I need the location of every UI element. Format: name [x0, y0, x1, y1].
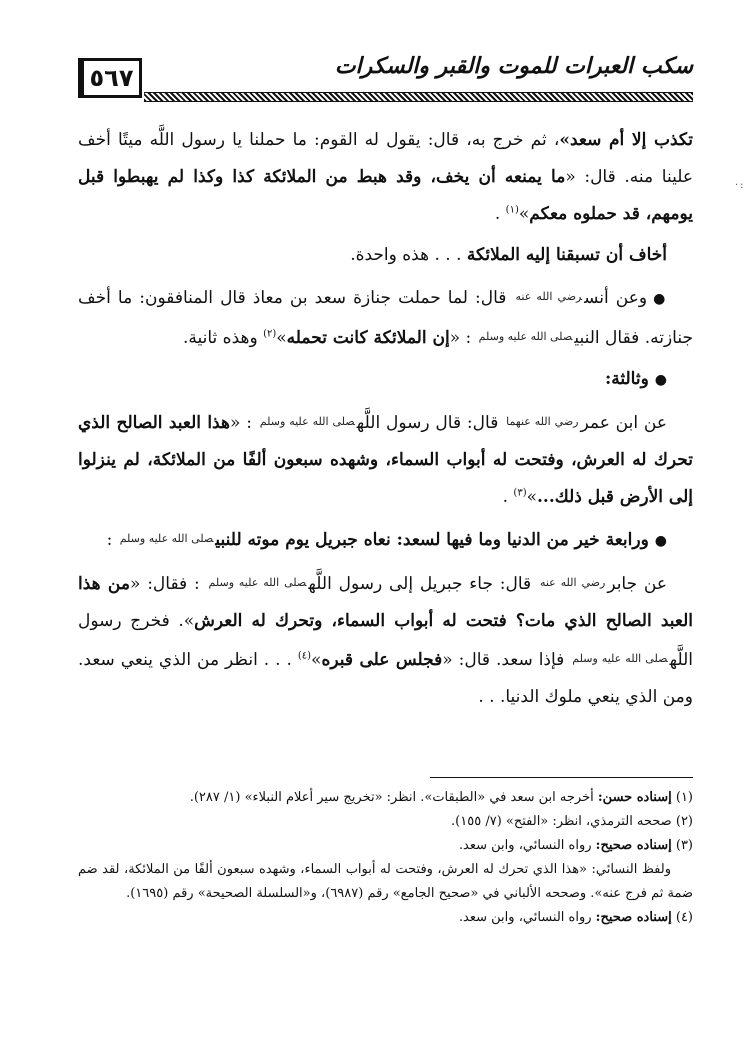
text: . . . هذه واحدة. — [350, 245, 467, 265]
page-number: ٥٦٧ — [89, 64, 134, 92]
text: . — [502, 487, 514, 507]
honorific-salla-icon: صلى الله عليه وسلم — [478, 330, 573, 343]
heading-bold: وثالثة: — [604, 369, 649, 389]
footnote-number: (٤) — [675, 910, 693, 925]
honorific-radiallah-icon: رضي الله عنه — [515, 290, 583, 303]
header-rule — [144, 92, 693, 102]
heading-bold: أخاف أن تسبقنا إليه الملائكة — [466, 245, 667, 265]
quote-bold: تكذب إلا أم سعد» — [559, 130, 694, 150]
footnote-4 — [78, 906, 693, 930]
text: فإذا سعد. قال: « — [442, 650, 571, 670]
text: » — [276, 328, 287, 348]
bullet-icon: ● — [654, 533, 667, 549]
footnote-grade: إسناده صحيح: — [595, 910, 672, 925]
page-header — [78, 52, 693, 106]
main-text — [78, 122, 693, 720]
footnote-ref-1[interactable]: (١) — [505, 204, 519, 216]
paragraph-5 — [78, 403, 693, 516]
heading-bold: ورابعة خير من الدنيا وما فيها لسعد: نعاه جبريل يوم موته للنبي — [215, 530, 649, 550]
text: : « — [449, 328, 477, 348]
bullet-icon: ● — [654, 372, 667, 388]
honorific-salla-icon: صلى الله عليه وسلم — [572, 652, 668, 665]
text: قال: قال رسول اللَّه — [356, 413, 505, 433]
paragraph-3 — [78, 278, 693, 357]
footnote-3-detail: ولفظ النسائي: «هذا الذي تحرك له العرش، وفتحت له أبواب السماء، وشهده سبعون ألفًا من الملائكة، لقد ضم ضمة ثم فرج عنه». وصححه الألباني في «صحيح الجامع» رقم (٦٩٨٧)، و«السلسلة الصحيحة» رقم (١٦٩٥). — [78, 862, 693, 901]
footnote-number: (١) — [675, 790, 693, 805]
paragraph-7 — [78, 564, 693, 716]
footnote-divider — [430, 777, 693, 778]
honorific-salla-icon: صلى الله عليه وسلم — [119, 532, 214, 545]
bullet-icon: ● — [653, 291, 667, 307]
quote-bold: إن الملائكة كانت تحمله — [286, 328, 450, 348]
text: ». فخرج رسول اللَّه — [78, 611, 694, 670]
paragraph-4 — [78, 361, 693, 399]
footnote-number: (٢) — [675, 814, 693, 829]
honorific-salla-icon: صلى الله عليه وسلم — [208, 576, 307, 589]
footnote-1 — [78, 786, 693, 810]
text: » — [526, 487, 538, 507]
text: ، ثم خرج به، قال: يقول له القوم: ما حملنا يا رسول اللَّه ميتًا أخف علينا منه. قال: « — [78, 130, 693, 187]
honorific-radiallah-icon: رضي الله عنه — [539, 576, 606, 589]
paragraph-2 — [78, 237, 693, 274]
footnote-text: رواه النسائي، وابن سعد. — [458, 838, 596, 853]
text: وهذه ثانية. — [182, 328, 264, 348]
honorific-salla-icon: صلى الله عليه وسلم — [259, 415, 355, 428]
footnote-grade: إسناده صحيح: — [595, 838, 672, 853]
text: : فقال: « — [129, 574, 207, 594]
text: قال: لما حملت جنازة سعد بن معاذ قال المنافقون: ما أخف جنازته. فقال النبي — [78, 288, 693, 348]
footnote-text: رواه النسائي، وابن سعد. — [458, 910, 596, 925]
footnote-2 — [78, 810, 693, 834]
text: . — [494, 204, 506, 224]
footnote-number: (٣) — [675, 838, 693, 853]
paragraph-6 — [78, 520, 693, 560]
text: : — [106, 530, 118, 550]
honorific-radiallah-icon: رضي الله عنهما — [506, 415, 579, 428]
text: عن ابن عمر — [580, 413, 668, 433]
footnote-grade: إسناده حسن: — [597, 790, 672, 805]
footnote-ref-3[interactable]: (٣) — [513, 487, 527, 499]
running-title: سكب العبرات للموت والقبر والسكرات — [334, 54, 693, 79]
quote-bold: هذا العبد الصالح الذي تحرك له العرش، وفتحت له أبواب السماء، وشهده سبعون ألفًا من الملائكة، لم ينزلوا إلى الأرض قبل ذلك... — [78, 413, 693, 507]
paragraph-1 — [78, 122, 693, 233]
text: وعن أنس — [584, 288, 648, 308]
text: قال: جاء جبريل إلى رسول اللَّه — [308, 574, 538, 594]
footnote-text: صححه الترمذي، انظر: «الفتح» (٧/ ١٥٥). — [451, 814, 676, 829]
text: : « — [229, 413, 258, 433]
text: عن جابر — [607, 574, 667, 594]
text: . . . انظر من الذي ينعي سعد. ومن الذي ينعي ملوك الدنيا. . . — [78, 650, 693, 707]
page-number-box — [78, 58, 142, 98]
text: » — [518, 204, 530, 224]
quote-bold: من هذا العبد الصالح الذي مات؟ فتحت له أبواب السماء، وتحرك له العرش — [78, 574, 693, 631]
footnote-ref-4[interactable]: (٤) — [297, 650, 312, 662]
footnote-text: أخرجه ابن سعد في «الطبقات». انظر: «تخريج سير أعلام النبلاء» (١/ ٢٨٧). — [189, 790, 598, 805]
quote-bold: فجلس على قبره — [321, 650, 443, 670]
quote-bold: ما يمنعه أن يخف، وقد هبط من الملائكة كذا وكذا لم يهبطوا قبل يومهم، قد حملوه معكم — [78, 167, 693, 224]
stray-mark: ·: — [735, 180, 746, 191]
footnotes — [78, 786, 693, 930]
footnote-3 — [78, 834, 693, 858]
text: » — [311, 650, 322, 670]
footnote-ref-2[interactable]: (٢) — [263, 328, 277, 340]
